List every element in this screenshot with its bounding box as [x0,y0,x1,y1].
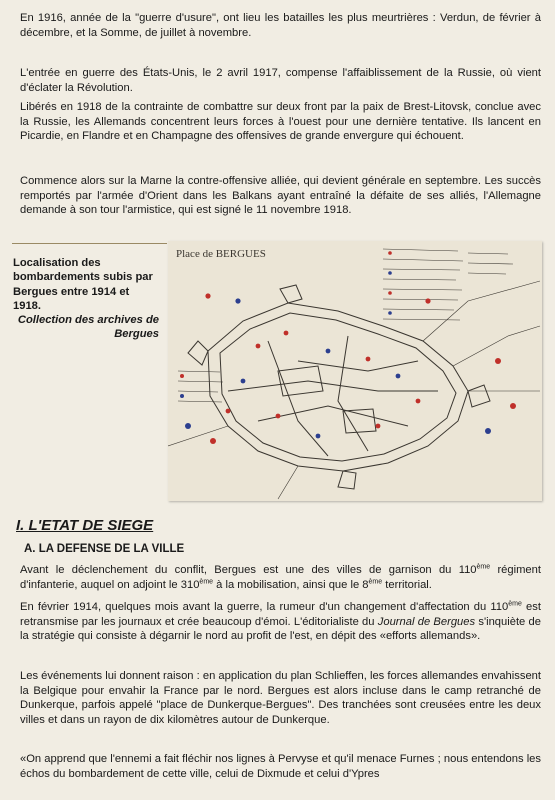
marker-red [276,414,281,419]
marker-blue [235,298,240,303]
intro-paragraph-3: Libérés en 1918 de la contrainte de combattre sur deux front par la paix de Brest-Litovsk, conclue avec la Russie, les Allemands concentrent leurs forces à l'ouest pour une dernière tentative. Ils lancent en Picardie, en Flandre et en Champagne des offensives de grande envergure qui échouent. [20,101,541,143]
marker-red [256,344,261,349]
map-caption [13,256,159,342]
body-paragraph-4: «On apprend que l'ennemi a fait fléchir nos lignes à Pervyse et qu'il menace Furnes ; nous entendons les échos du bombardement de cette ville, celui de Dixmude et celui d'Ypres [20,753,541,780]
marker-red [425,298,430,303]
map-drawing [168,241,542,501]
marker-red [388,291,392,295]
marker-red [210,438,216,444]
marker-blue [388,271,392,275]
marker-red [226,409,231,414]
section-title: I. L'ETAT DE SIEGE [16,517,154,534]
map-paper [168,241,542,501]
caption-divider [12,243,167,244]
journal-title: Journal de Bergues [377,615,476,628]
body-paragraph-3: Les événements lui donnent raison : en application du plan Schlieffen, les forces allemandes envahissent la Belgique pour envahir la France par le nord. Bergues est alors incluse dans le camp retranché de Dunkerque, parfois appelé "place de Dunkerque-Bergues". Des tranchées sont creusées entre les deux villes et dans un rayon de dix kilomètres autour de Dunkerque. [20,670,541,726]
marker-red [366,357,371,362]
map-caption-credit: Collection des archives de Bergues [17,314,159,341]
marker-blue [485,428,491,434]
body-paragraph-1: Avant le déclenchement du conflit, Bergues est une des villes de garnison du 110ème régiment d'infanterie, auquel on adjoint le 310ème à la mobilisation, ainsi que le 8ème territorial. [20,563,541,591]
map-title: Place de BERGUES [176,248,266,260]
marker-red [510,403,516,409]
bombardment-map [168,241,542,501]
marker-red [180,374,184,378]
intro-paragraph-1: En 1916, année de la "guerre d'usure", ont lieu les batailles les plus meurtrières : Verdun, de février à décembre, et la Somme, de juillet à novembre. [20,12,541,39]
marker-blue [396,374,401,379]
intro-paragraph-2: L'entrée en guerre des États-Unis, le 2 avril 1917, compense l'affaiblissement de la Russie, où vient d'éclater la Révolution. [20,67,541,94]
marker-red [388,251,392,255]
marker-blue [241,379,246,384]
marker-red [205,293,210,298]
marker-blue [388,311,392,315]
subsection-title: A. LA DEFENSE DE LA VILLE [24,543,185,555]
body-paragraph-2: En février 1914, quelques mois avant la guerre, la rumeur d'un changement d'affectation du 110ème est retransmise par les journaux et crée beaucoup d'émoi. L'éditorialiste du Journal de Bergues s'inquiète de la stratégie qui consiste à dégarnir le nord au profit de l'est, en dépit des «efforts allemands». [20,600,541,643]
marker-blue [180,394,184,398]
map-caption-text: Localisation des bombardements subis par Bergues entre 1914 et 1918. [13,257,153,312]
marker-blue [326,349,331,354]
marker-red [376,424,381,429]
intro-paragraph-4: Commence alors sur la Marne la contre-offensive alliée, qui devient générale en septembre. Les succès remportés par l'armée d'Orient dans les Balkans ayant entraîné la défaite de ses alliés, l'Allemagne demande à son tour l'armistice, qui est signé le 11 novembre 1918. [20,175,541,217]
marker-red [284,331,289,336]
marker-red [495,358,501,364]
marker-blue [185,423,191,429]
marker-red [416,399,421,404]
marker-blue [316,434,321,439]
